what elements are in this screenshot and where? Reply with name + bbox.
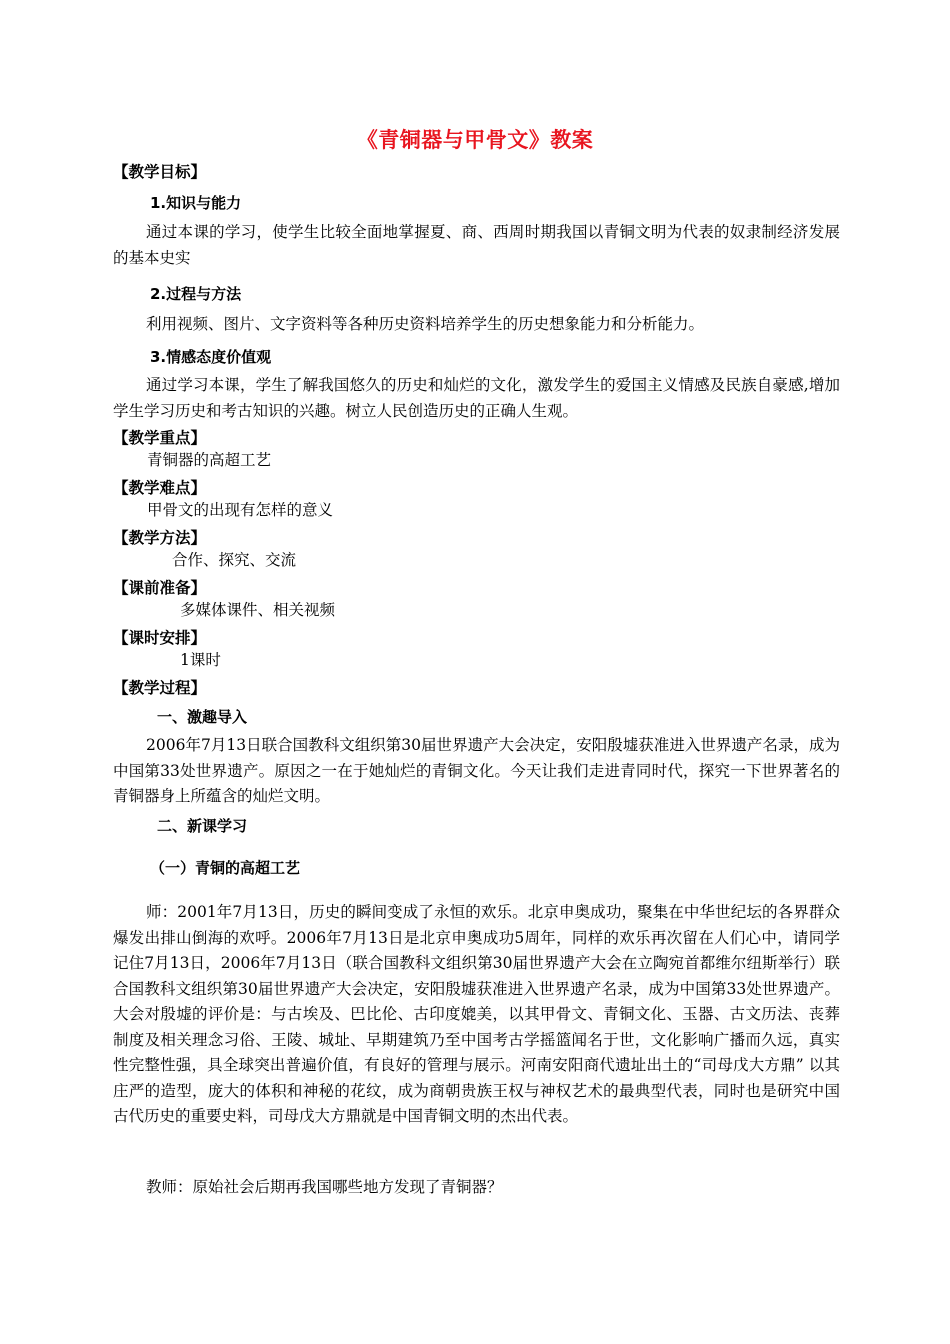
process-step-1-text: 2006年7月13日联合国教科文组织第30届世界遗产大会决定，安阳殷墟获准进入世界遗产名录，成为中国第33处世界遗产。原因之一在于她灿烂的青铜文化。今天让我们走进青同时代，探究一下世界著名的青铜器身上所蕴含的灿烂文明。 bbox=[113, 736, 840, 805]
section-process-heading: 【教学过程】 bbox=[113, 679, 207, 697]
part-1-title: （一）青铜的高超工艺 bbox=[150, 859, 301, 877]
teacher-question: 教师：原始社会后期再我国哪些地方发现了青铜器？ bbox=[146, 1178, 503, 1196]
schedule-text: 1课时 bbox=[180, 651, 221, 669]
section-difficulties-heading: 【教学难点】 bbox=[113, 479, 207, 497]
section-methods-heading: 【教学方法】 bbox=[113, 529, 207, 547]
process-step-1-title: 一、激趣导入 bbox=[157, 708, 248, 726]
section-preparation-heading: 【课前准备】 bbox=[113, 579, 207, 597]
section-schedule-heading: 【课时安排】 bbox=[113, 629, 207, 647]
methods-text: 合作、探究、交流 bbox=[172, 551, 297, 569]
preparation-text: 多媒体课件、相关视频 bbox=[180, 601, 336, 619]
section-key-points-heading: 【教学重点】 bbox=[113, 429, 207, 447]
difficulties-text: 甲骨文的出现有怎样的意义 bbox=[147, 501, 334, 519]
teacher-paragraph: 师：2001年7月13日，历史的瞬间变成了永恒的欢乐。北京申奥成功，聚集在中华世纪坛的各界群众爆发出排山倒海的欢呼。2006年7月13日是北京申奥成功5周年，同样的欢乐再次留在人们心中，请同学记住7月13日，2006年7月13日（联合国教科文组织第30届世界遗产大会在立陶宛首都维尔纽斯举行）联合国教科文组织第30届世界遗产大会决定，安阳殷墟获准进入世界遗产名录，成为中国第33处世界遗产。大会对殷墟的评价是：与古埃及、巴比伦、古印度媲美，以其甲骨文、青铜文化、玉器、古文历法、丧葬制度及相关理念习俗、王陵、城址、早期建筑乃至中国考古学摇篮闻名于世，文化影响广播而久远，真实性完整性强，具全球突出普遍价值，有良好的管理与展示。河南安阳商代遗址出土的“司母戊大方鼎” 以其庄严的造型，庞大的体积和神秘的花纹，成为商朝贵族王权与神权艺术的最典型代表，同时也是研究中国古代历史的重要史料，司母戊大方鼎就是中国青铜文明的杰出代表。 bbox=[113, 903, 840, 1125]
goal-3-text: 通过学习本课，学生了解我国悠久的历史和灿烂的文化，激发学生的爱国主义情感及民族自豪感,增加学生学习历史和考古知识的兴趣。树立人民创造历史的正确人生观。 bbox=[113, 376, 840, 420]
section-goals-heading: 【教学目标】 bbox=[113, 163, 207, 181]
goal-2-title: 2.过程与方法 bbox=[150, 285, 242, 303]
document-title: 《青铜器与甲骨文》教案 bbox=[356, 128, 594, 152]
goal-1-text: 通过本课的学习，使学生比较全面地掌握夏、商、西周时期我国以青铜文明为代表的奴隶制经济发展的基本史实 bbox=[113, 223, 840, 267]
process-step-2-title: 二、新课学习 bbox=[157, 817, 248, 835]
goal-3-title: 3.情感态度价值观 bbox=[150, 348, 272, 366]
goal-1-title: 1.知识与能力 bbox=[150, 194, 242, 212]
goal-2-text: 利用视频、图片、文字资料等各种历史资料培养学生的历史想象能力和分析能力。 bbox=[146, 315, 705, 333]
key-points-text: 青铜器的高超工艺 bbox=[147, 451, 272, 469]
